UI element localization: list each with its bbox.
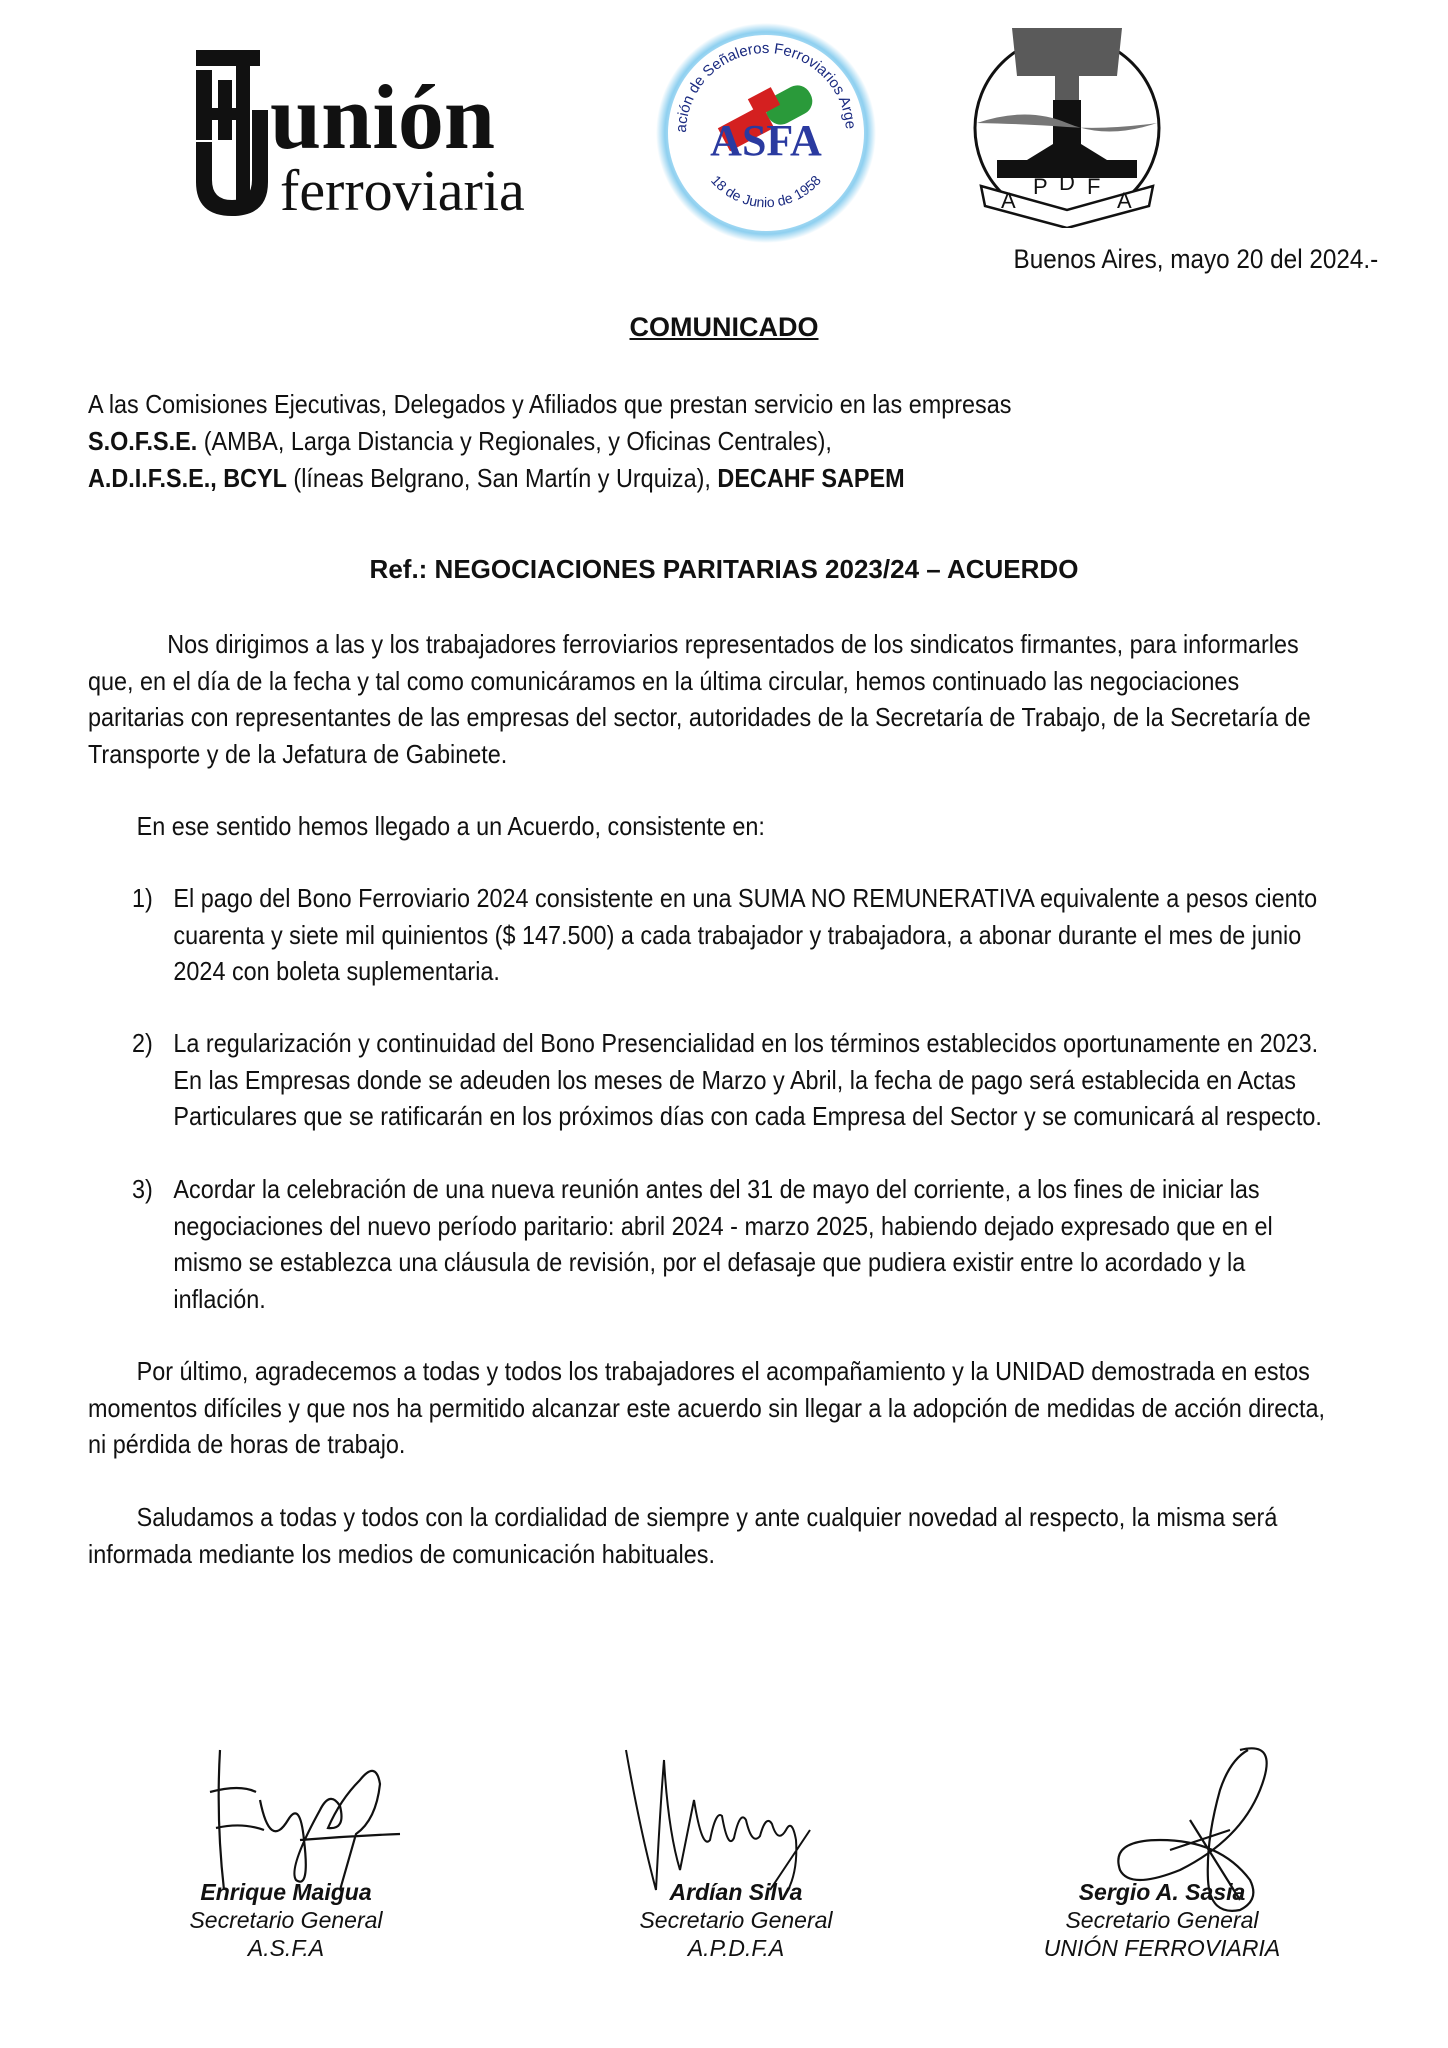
addressee-block [88, 386, 1258, 497]
signatory-name: Ardían Silva [669, 1879, 803, 1905]
signatory-org: UNIÓN FERROVIARIA [1043, 1935, 1281, 1961]
signatory-name: Enrique Maigua [200, 1879, 372, 1905]
signatory-role: Secretario General [189, 1907, 383, 1933]
apdfa-letter-1: A [1001, 188, 1016, 213]
sofse-bold: S.O.F.S.E. [88, 426, 198, 456]
asfa-ring-bottom-text: 18 de Junio de 1958 [708, 172, 824, 211]
sofse-detail: (AMBA, Larga Distancia y Regionales, y Oficinas Centrales), [197, 426, 832, 456]
intro-line: paritarias con representantes de las empresas del sector, autoridades de la Secretaría de Trabajo, de la Secretaría de [88, 702, 1311, 732]
item-line: Particulares que se ratificarán en los próximos días con cada Empresa del Sector y se comunicará al respecto. [173, 1101, 1322, 1131]
item-line: mismo se establezca una cláusula de revisión, por el defasaje que pudiera existir entre lo acordado y la [173, 1247, 1246, 1277]
agreement-item-1 [132, 880, 1334, 990]
intro-paragraph [88, 626, 1411, 772]
signatory-2 [586, 1878, 886, 1962]
item-line: 2024 con boleta suplementaria. [173, 956, 500, 986]
agreement-item-3 [132, 1171, 1334, 1317]
agreement-item-2 [132, 1025, 1334, 1135]
closing-line: Saludamos a todas y todos con la cordialidad de siempre y ante cualquier novedad al respecto, la misma será [136, 1502, 1278, 1532]
intro-line: Nos dirigimos a las y los trabajadores ferroviarios representados de los sindicatos firmantes, para informarles [167, 629, 1299, 659]
closing-paragraph-2 [88, 1499, 1411, 1572]
signatory-name: Sergio A. Sasia [1078, 1879, 1246, 1905]
closing-line: ni pérdida de horas de trabajo. [88, 1429, 406, 1459]
signatory-1 [136, 1878, 436, 1962]
item-number: 3) [132, 1174, 153, 1204]
closing-line: Por último, agradecemos a todas y todos los trabajadores el acompañamiento y la UNIDAD demostrada en estos [136, 1356, 1310, 1386]
signature-maigua [200, 1740, 410, 1900]
reference-line: Ref.: NEGOCIACIONES PARITARIAS 2023/24 – ACUERDO [369, 554, 1079, 584]
signatory-role: Secretario General [1065, 1907, 1259, 1933]
closing-paragraph-1 [88, 1353, 1411, 1463]
apdfa-letter-5: A [1117, 188, 1132, 213]
closing-line: momentos difíciles y que nos ha permitido alcanzar este acuerdo sin llegar a la adopción de medidas de acción directa, [88, 1392, 1326, 1423]
agreement-intro: En ese sentido hemos llegado a un Acuerdo, consistente en: [136, 811, 765, 841]
item-line: inflación. [173, 1283, 266, 1314]
document-date: Buenos Aires, mayo 20 del 2024.- [1013, 244, 1378, 274]
apdfa-letter-3: D [1059, 170, 1075, 195]
asfa-logo [653, 20, 879, 246]
addressee-line-1: A las Comisiones Ejecutivas, Delegados y Afiliados que prestan servicio en las empresas [88, 389, 1012, 419]
signature-silva [620, 1740, 820, 1900]
closing-line: informada mediante los medios de comunicación habituales. [88, 1538, 715, 1569]
item-line: El pago del Bono Ferroviario 2024 consistente en una SUMA NO REMUNERATIVA equivalente a pesos ciento [173, 883, 1318, 913]
signatory-org: A.P.D.F.A [687, 1935, 785, 1961]
decahf-bold: DECAHF SAPEM [717, 463, 905, 493]
addressee-line-2 [88, 423, 1258, 460]
asfa-ring-top-text: ación de Señaleros Ferroviarios Arge [672, 39, 859, 133]
item-number: 2) [132, 1028, 153, 1058]
union-logo-text: unión [270, 66, 496, 168]
apdfa-letter-2: P [1033, 174, 1048, 199]
union-ferroviaria-logo [196, 50, 576, 226]
lines-detail: (líneas Belgrano, San Martín y Urquiza), [286, 463, 718, 493]
ferroviaria-logo-text: ferroviaria [280, 158, 525, 223]
item-line: cuarenta y siete mil quinientos ($ 147.500) a cada trabajador y trabajadora, a abonar durante el mes de junio [173, 919, 1302, 950]
signatory-org: A.S.F.A [247, 1935, 325, 1961]
signatory-role: Secretario General [639, 1907, 833, 1933]
intro-line: que, en el día de la fecha y tal como comunicáramos en la última circular, hemos continuado las negociaciones [88, 665, 1240, 696]
item-number: 1) [132, 883, 153, 913]
asfa-letters: ASFA [710, 116, 822, 165]
apdfa-letter-4: F [1087, 174, 1101, 199]
apdfa-logo [967, 28, 1167, 228]
addressee-line-3 [88, 460, 1258, 497]
signatory-3 [1012, 1878, 1312, 1962]
item-line: La regularización y continuidad del Bono Presencialidad en los términos establecidos oportunamente en 2023. [173, 1028, 1319, 1058]
item-line: negociaciones del nuevo período paritario: abril 2024 - marzo 2025, habiendo dejado expresado que en el [173, 1210, 1273, 1241]
document-title: COMUNICADO [629, 312, 819, 342]
item-line: En las Empresas donde se adeuden los meses de Marzo y Abril, la fecha de pago será establecida en Actas [173, 1064, 1296, 1095]
item-line: Acordar la celebración de una nueva reunión antes del 31 de mayo del corriente, a los fines de iniciar las [173, 1174, 1260, 1204]
intro-line: Transporte y de la Jefatura de Gabinete. [88, 738, 508, 769]
adifse-bold: A.D.I.F.S.E., BCYL [88, 463, 287, 493]
